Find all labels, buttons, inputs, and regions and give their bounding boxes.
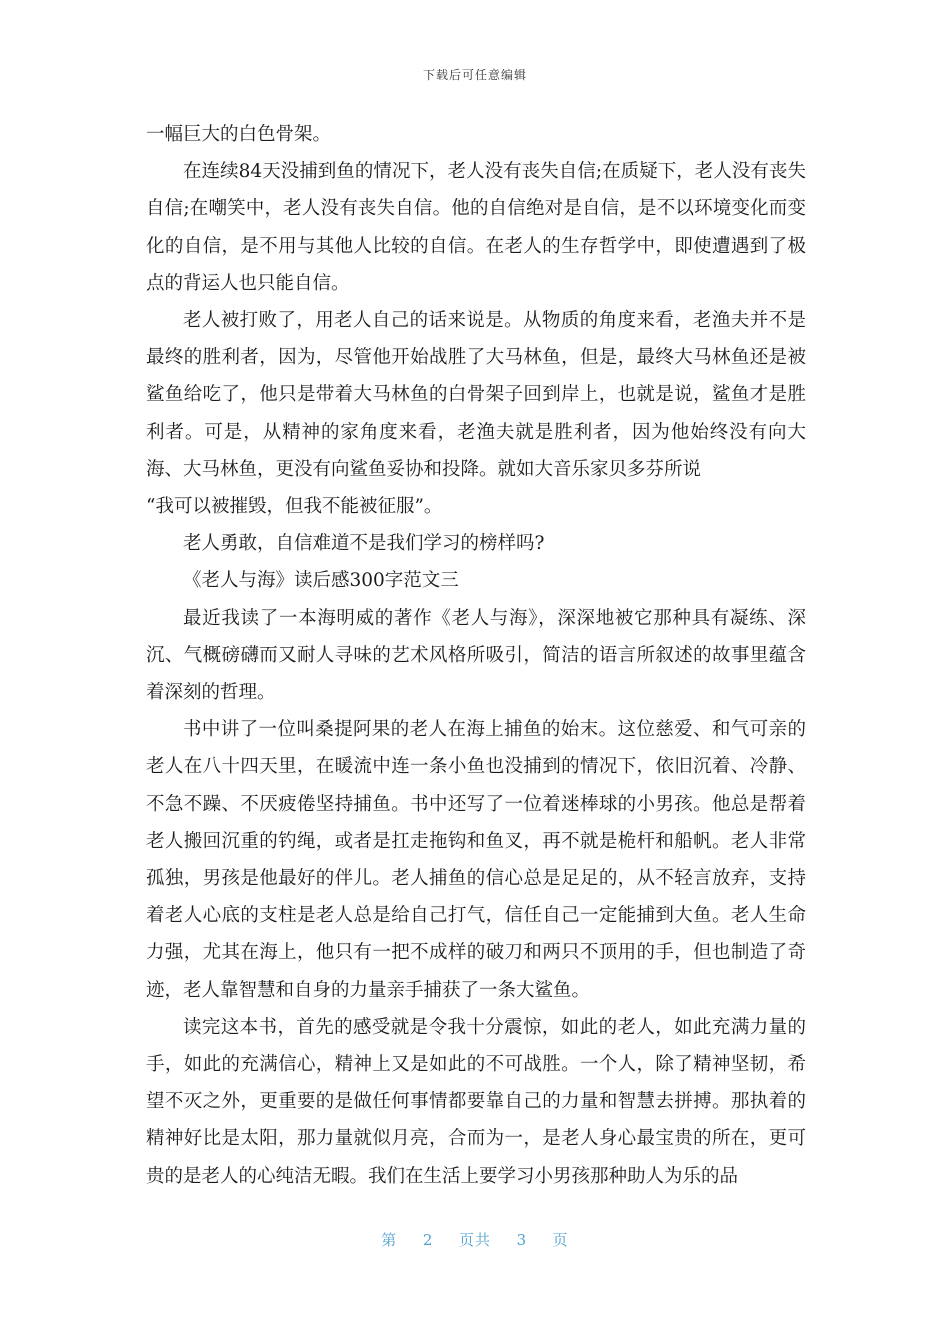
quote-line: “我可以被摧毁，但我不能被征服”。 <box>146 496 443 518</box>
paragraph-continuation: 一幅巨大的白色骨架。 <box>146 124 332 145</box>
paragraph: 老人被打败了，用老人自己的话来说是。从物质的角度来看，老渔夫并不是最终的胜利者，因为，尽管他开始战胜了大马林鱼，但是，最终大马林鱼还是被鲨鱼给吃了，他只是带着大马林鱼的白骨架子回到岸上，也就是说，鲨鱼才是胜利者。可是，从精神的家角度来看，老渔夫就是胜利者，因为他始终没有向大海、大马林鱼，更没有向鲨鱼妥协和投降。就如大音乐家贝多芬所说 <box>146 310 806 480</box>
paragraph: 最近我读了一本海明威的著作《老人与海》，深深地被它那种具有凝练、深沉、气概磅礴而又耐人寻味的艺术风格所吸引，简洁的语言所叙述的故事里蕴含着深刻的哲理。 <box>146 607 806 704</box>
paragraph: 在连续84天没捕到鱼的情况下，老人没有丧失自信;在质疑下，老人没有丧失自信;在嘲笑中，老人没有丧失自信。他的自信绝对是自信，是不以环境变化而变化的自信，是不用与其他人比较的自信。在老人的生存哲学中，即使遭遇到了极点的背运人也只能自信。 <box>146 161 806 294</box>
section-heading: 《老人与海》读后感300字范文三 <box>183 570 459 592</box>
paragraph: 老人勇敢，自信难道不是我们学习的榜样吗? <box>183 533 545 555</box>
footer-middle: 页共 <box>458 1231 491 1249</box>
footer-prefix: 第 <box>381 1231 398 1249</box>
header-text: 下载后可任意编辑 <box>422 68 527 82</box>
paragraph: 书中讲了一位叫桑提阿果的老人在海上捕鱼的始末。这位慈爱、和气可亲的老人在八十四天里，在暖流中连一条小鱼也没捕到的情况下，依旧沉着、冷静、不急不躁、不厌疲倦坚持捕鱼。书中还写了一位着迷棒球的小男孩。他总是帮着老人搬回沉重的钓绳，或者是扛走拖钩和鱼叉，再不就是桅杆和船帆。老人非常孤独，男孩是他最好的伴儿。老人捕鱼的信心总是足足的，从不轻言放弃，支持着老人心底的支柱是老人总是给自己打气，信任自己一定能捕到大鱼。老人生命力强，尤其在海上，他只有一把不成样的破刀和两只不顶用的手，但也制造了奇迹，老人靠智慧和自身的力量亲手捕获了一条大鲨鱼。 <box>146 719 806 1001</box>
document-body <box>146 116 806 1195</box>
footer-suffix: 页 <box>552 1231 569 1249</box>
current-page-number: 2 <box>422 1231 434 1249</box>
total-pages-number: 3 <box>516 1231 528 1249</box>
page-footer <box>0 1229 950 1250</box>
paragraph: 读完这本书，首先的感受就是令我十分震惊，如此的老人，如此充满力量的手，如此的充满信心，精神上又是如此的不可战胜。一个人，除了精神坚韧，希望不灭之外，更重要的是做任何事情都要靠自己的力量和智慧去拼搏。那执着的精神好比是太阳，那力量就似月亮，合而为一，是老人身心最宝贵的所在，更可贵的是老人的心纯洁无暇。我们在生活上要学习小男孩那种助人为乐的品 <box>146 1016 806 1187</box>
page-header <box>0 66 950 83</box>
